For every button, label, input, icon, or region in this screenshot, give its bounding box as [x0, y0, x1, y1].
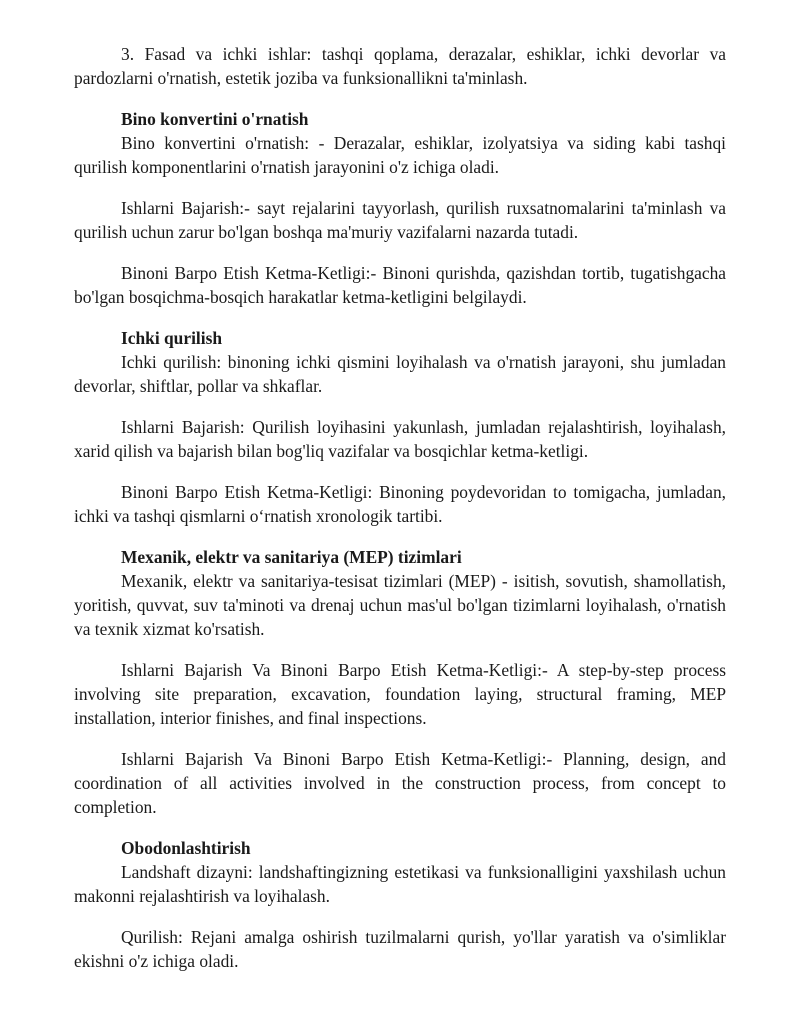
section-heading-ichki-qurilish: Ichki qurilish [121, 328, 223, 348]
paragraph: Ishlarni Bajarish: Qurilish loyihasini yakunlash, jumladan rejalashtirish, loyihalash, xarid qilish va bajarish bilan bog'liq vazifalar va bosqichlar ketma-ketligi. [74, 417, 726, 461]
paragraph: Mexanik, elektr va sanitariya-tesisat tizimlari (MEP) - isitish, sovutish, shamollatish, yoritish, quvvat, suv ta'minoti va drenaj uchun mas'ul bo'lgan tizimlarni loyihalash, o'rnatish va texnik xizmat ko'rsatish. [74, 571, 726, 639]
paragraph: Binoni Barpo Etish Ketma-Ketligi:- Binoni qurishda, qazishdan tortib, tugatishgacha bo'lgan bosqichma-bosqich harakatlar ketma-ketligini belgilaydi. [74, 263, 726, 307]
paragraph: Binoni Barpo Etish Ketma-Ketligi: Binoning poydevoridan to tomigacha, jumladan, ichki va tashqi qismlarni o‘rnatish xronologik tartibi. [74, 482, 726, 526]
section-heading-mep: Mexanik, elektr va sanitariya (MEP) tizimlari [121, 547, 462, 567]
section-heading-bino-konverti: Bino konvertini o'rnatish [121, 109, 309, 129]
paragraph: Ichki qurilish: binoning ichki qismini loyihalash va o'rnatish jarayoni, shu jumladan devorlar, shiftlar, pollar va shkaflar. [74, 352, 726, 396]
paragraph: Ishlarni Bajarish Va Binoni Barpo Etish Ketma-Ketligi:- A step-by-step process involving site preparation, excavation, foundation laying, structural framing, MEP installation, interior finishes, and final inspections. [74, 660, 726, 728]
document-page [74, 42, 726, 973]
section-heading-obodonlashtirish: Obodonlashtirish [121, 838, 251, 858]
paragraph: Landshaft dizayni: landshaftingizning estetikasi va funksionalligini yaxshilash uchun makonni rejalashtirish va loyihalash. [74, 862, 726, 906]
paragraph: Bino konvertini o'rnatish: - Derazalar, eshiklar, izolyatsiya va siding kabi tashqi qurilish komponentlarini o'rnatish jarayonini o'z ichiga oladi. [74, 133, 726, 177]
paragraph: Qurilish: Rejani amalga oshirish tuzilmalarni qurish, yo'llar yaratish va o'simliklar ekishni o'z ichiga oladi. [74, 927, 726, 971]
paragraph: Ishlarni Bajarish:- sayt rejalarini tayyorlash, qurilish ruxsatnomalarini ta'minlash va qurilish uchun zarur bo'lgan boshqa ma'muriy vazifalarni nazarda tutadi. [74, 198, 726, 242]
intro-paragraph: 3. Fasad va ichki ishlar: tashqi qoplama, derazalar, eshiklar, ichki devorlar va pardozlarni o'rnatish, estetik joziba va funksionallikni ta'minlash. [74, 44, 726, 88]
paragraph: Ishlarni Bajarish Va Binoni Barpo Etish Ketma-Ketligi:- Planning, design, and coordination of all activities involved in the construction process, from concept to completion. [74, 749, 726, 817]
